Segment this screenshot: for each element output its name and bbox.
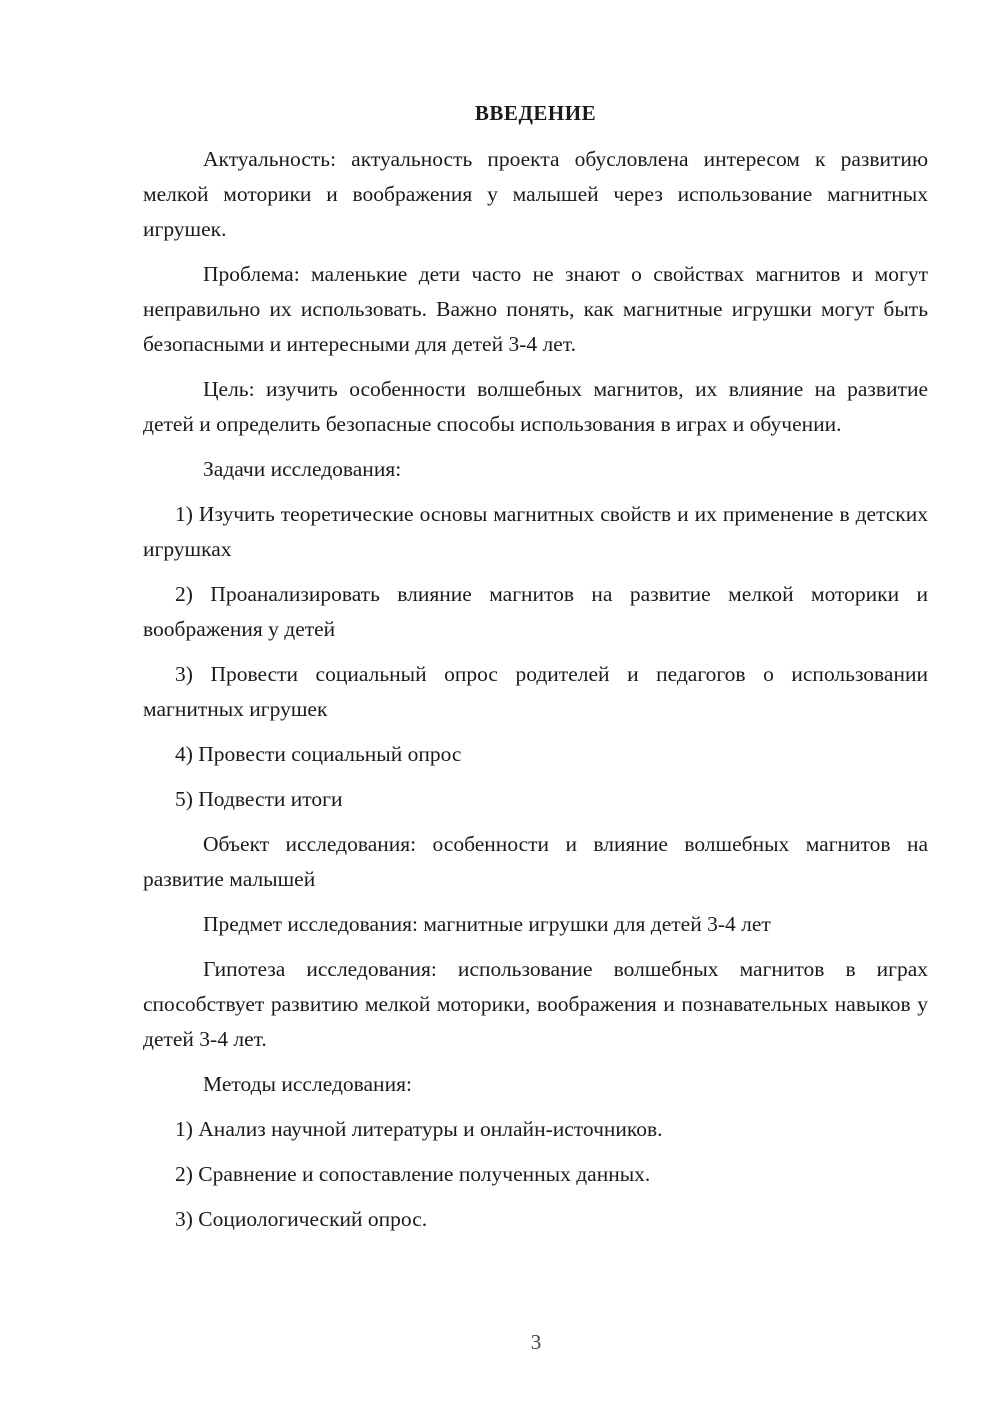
methods-heading: Методы исследования:	[203, 1072, 412, 1096]
methods-list	[143, 1112, 928, 1237]
task-item-5: 5) Подвести итоги	[175, 787, 343, 811]
document-page	[143, 96, 928, 1247]
task-item-4: 4) Провести социальный опрос	[175, 742, 462, 766]
page-number: 3	[530, 1330, 542, 1354]
task-item-1: 1) Изучить теоретические основы магнитных свойств и их применение в детских игрушках	[143, 502, 928, 561]
section-title: ВВЕДЕНИЕ	[474, 101, 597, 125]
relevance-paragraph: Актуальность: актуальность проекта обусловлена интересом к развитию мелкой моторики и воображения у малышей через использование магнитных игрушек.	[143, 147, 928, 241]
problem-paragraph: Проблема: маленькие дети часто не знают о свойствах магнитов и могут неправильно их использовать. Важно понять, как магнитные игрушки могут быть безопасными и интересными для детей 3-4 лет.	[143, 262, 928, 356]
hypothesis-paragraph: Гипотеза исследования: использование волшебных магнитов в играх способствует развитию мелкой моторики, воображения и познавательных навыков у детей 3-4 лет.	[143, 957, 928, 1051]
task-item-3: 3) Провести социальный опрос родителей и педагогов о использовании магнитных игрушек	[143, 662, 928, 721]
object-paragraph: Объект исследования: особенности и влияние волшебных магнитов на развитие малышей	[143, 832, 928, 891]
method-item-2: 2) Сравнение и сопоставление полученных данных.	[175, 1162, 651, 1186]
method-item-3: 3) Социологический опрос.	[175, 1207, 428, 1231]
tasks-list	[143, 497, 928, 817]
goal-paragraph: Цель: изучить особенности волшебных магнитов, их влияние на развитие детей и определить безопасные способы использования в играх и обучении.	[143, 377, 928, 436]
method-item-1: 1) Анализ научной литературы и онлайн-источников.	[175, 1117, 663, 1141]
task-item-2: 2) Проанализировать влияние магнитов на развитие мелкой моторики и воображения у детей	[143, 582, 928, 641]
subject-paragraph: Предмет исследования: магнитные игрушки для детей 3-4 лет	[203, 912, 771, 936]
tasks-heading: Задачи исследования:	[203, 457, 402, 481]
